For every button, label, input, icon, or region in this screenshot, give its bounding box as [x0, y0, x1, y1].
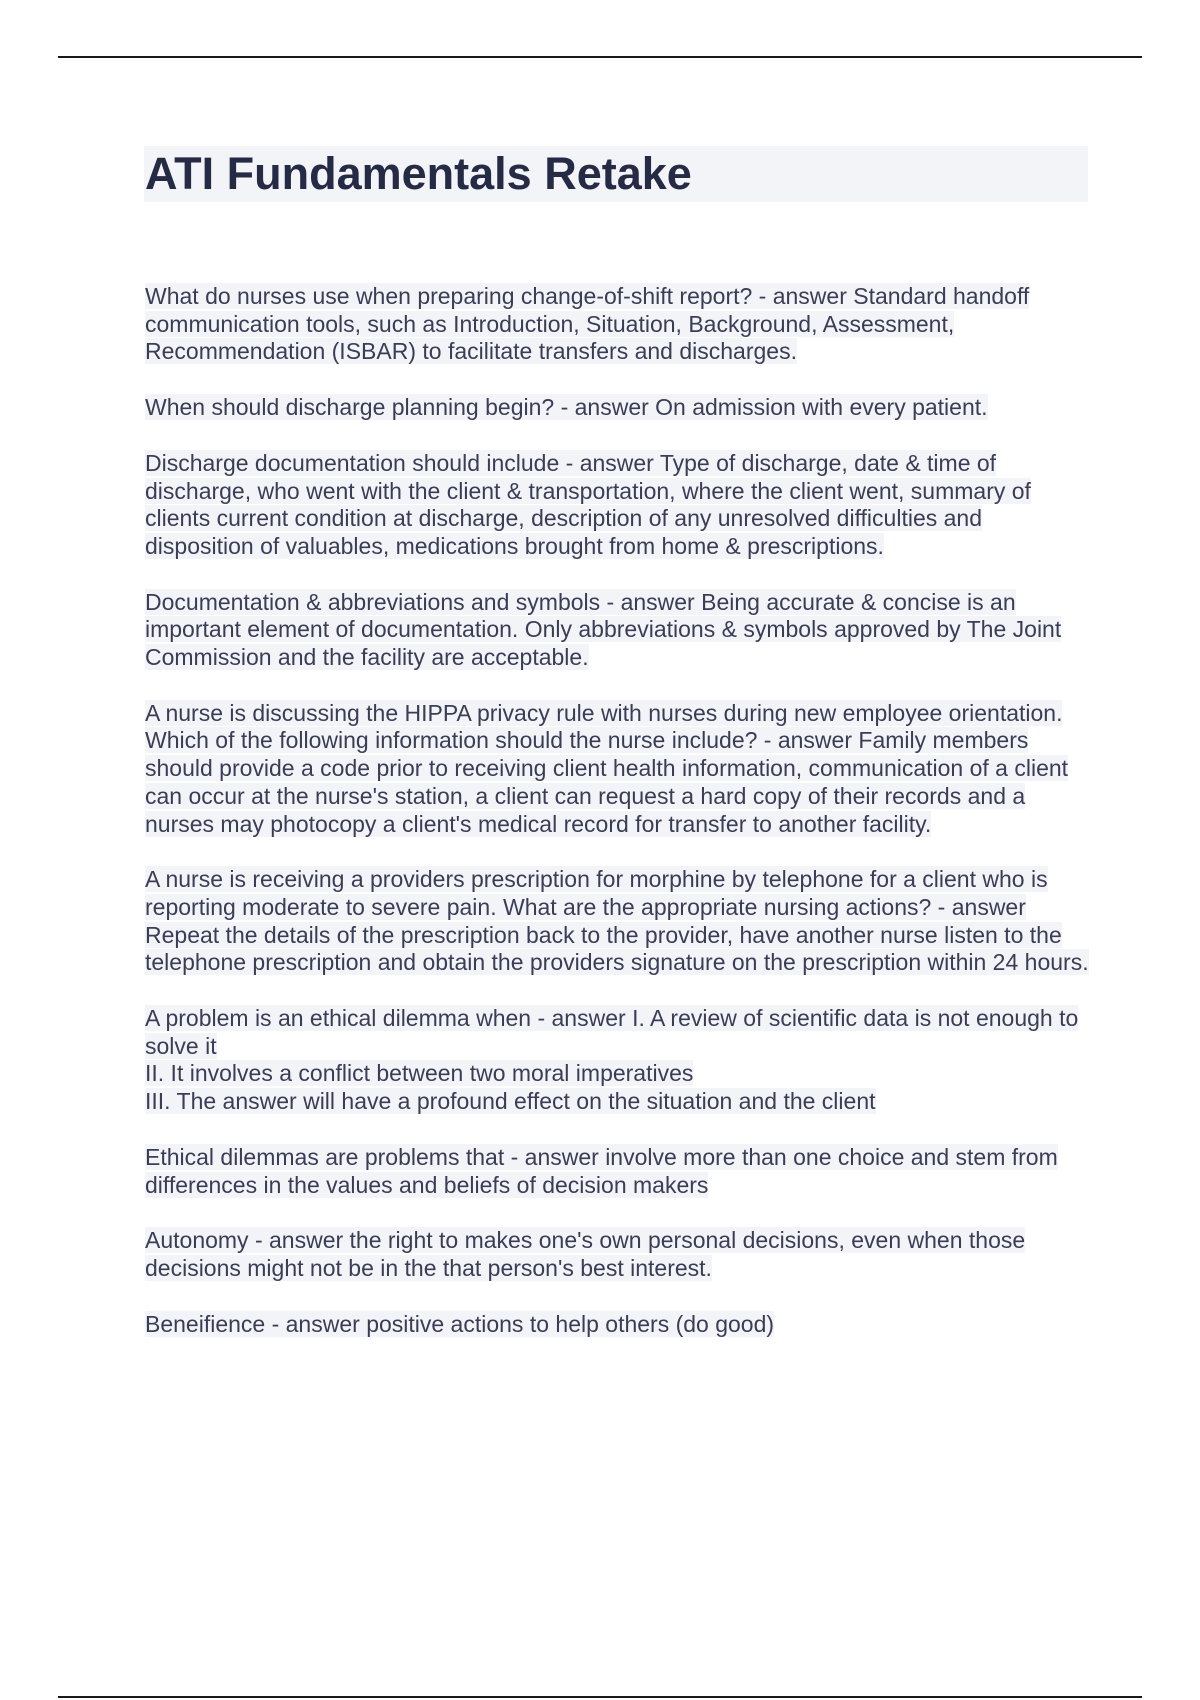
- qa-entry: [145, 283, 1095, 366]
- qa-question: Beneifience - answer: [145, 1310, 360, 1337]
- top-divider: [58, 56, 1142, 58]
- qa-entry: [145, 1005, 1095, 1116]
- qa-answer: the right to makes one's own personal decisions, even when those decisions might not be in the that person's best interest.: [145, 1227, 1026, 1281]
- qa-answer: Family members should provide a code prior to receiving client health information, communication of a client can occur at the nurse's station, a client can request a hard copy of their records and a nurses may photocopy a client's medical record for transfer to another facility.: [145, 727, 1069, 837]
- qa-entry: [145, 1227, 1095, 1282]
- qa-entry: [145, 589, 1095, 672]
- qa-answer: involve more than one choice and stem from differences in the values and beliefs of decision makers: [145, 1143, 1058, 1198]
- qa-entry: [145, 1144, 1095, 1199]
- qa-answer: positive actions to help others (do good): [366, 1310, 775, 1337]
- qa-entry: [145, 866, 1095, 977]
- qa-answer: I. A review of scientific data is not enough to solve it II. It involves a conflict between two moral imperatives III. The answer will have a profound effect on the situation and the client: [145, 1005, 1079, 1115]
- bottom-divider: [58, 1696, 1142, 1698]
- qa-question: Documentation & abbreviations and symbols - answer: [145, 588, 695, 615]
- qa-answer: Being accurate & concise is an important element of documentation. Only abbreviations & symbols approved by The Joint Commission and the facility are acceptable.: [145, 588, 1062, 671]
- qa-entry: [145, 394, 1095, 422]
- qa-question: What do nurses use when preparing change-of-shift report? - answer: [145, 283, 847, 309]
- qa-question: When should discharge planning begin? - answer: [145, 394, 649, 421]
- qa-answer: On admission with every patient.: [655, 394, 988, 421]
- qa-answer: Repeat the details of the prescription back to the provider, have another nurse listen to the telephone prescription and obtain the providers signature on the prescription within 24 hours.: [145, 921, 1089, 976]
- qa-question: Ethical dilemmas are problems that - answer: [145, 1143, 599, 1170]
- qa-list: [145, 283, 1095, 1366]
- qa-question: Autonomy - answer: [145, 1227, 344, 1254]
- qa-question: A nurse is receiving a providers prescription for morphine by telephone for a client who is reporting moderate to severe pain. What are the appropriate nursing actions? - answer: [145, 866, 1048, 920]
- qa-answer: Standard handoff communication tools, such as Introduction, Situation, Background, Assessment, Recommendation (ISBAR) to facilitate transfers and discharges.: [145, 283, 1030, 365]
- qa-answer: Type of discharge, date & time of discharge, who went with the client & transportation, where the client went, summary of clients current condition at discharge, description of any unresolved difficulties and disposition of valuables, medications brought from home & prescriptions.: [145, 449, 1031, 559]
- qa-entry: [145, 1311, 1095, 1339]
- qa-entry: [145, 700, 1095, 839]
- qa-question: A nurse is discussing the HIPPA privacy rule with nurses during new employee orientation. Which of the following information should the nurse include? - answer: [145, 699, 1063, 754]
- qa-question: A problem is an ethical dilemma when - answer: [145, 1005, 626, 1032]
- qa-entry: [145, 450, 1095, 561]
- qa-question: Discharge documentation should include - answer: [145, 449, 654, 476]
- document-title: ATI Fundamentals Retake: [145, 148, 692, 199]
